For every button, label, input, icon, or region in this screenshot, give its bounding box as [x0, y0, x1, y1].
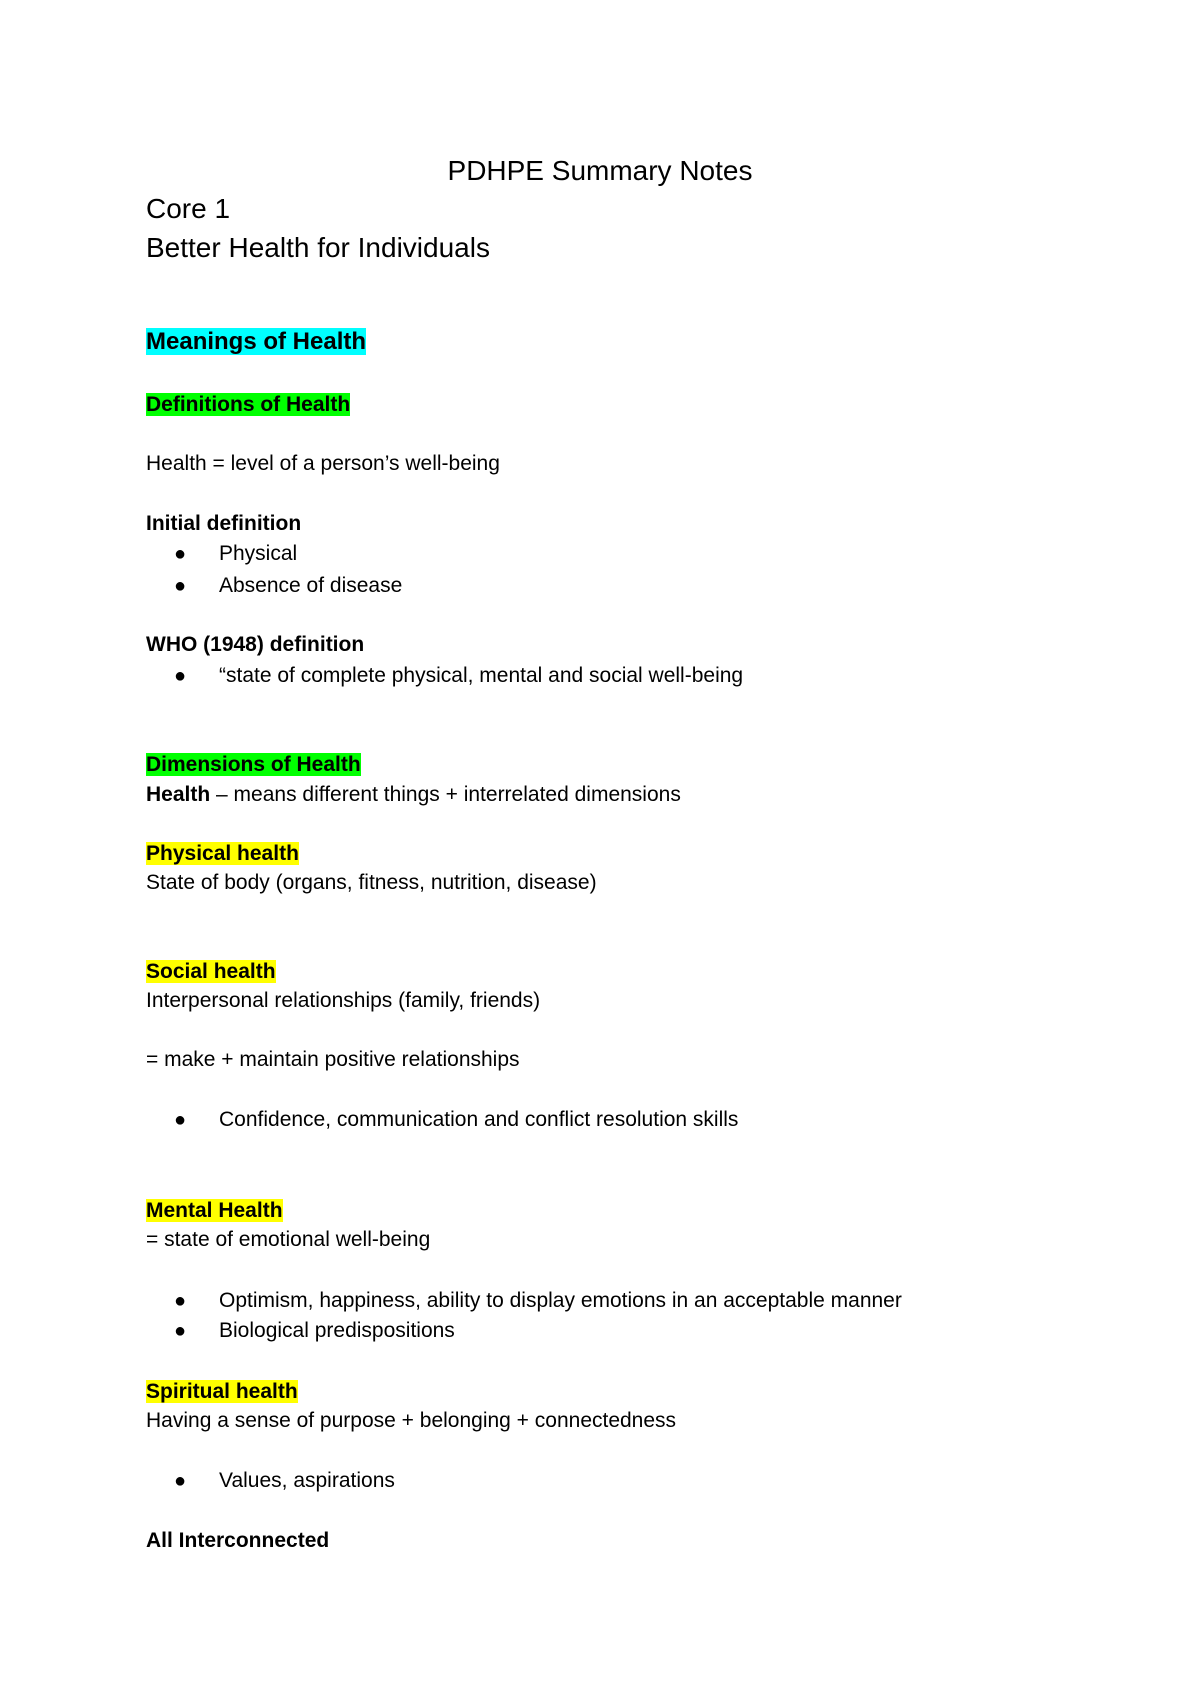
social-health-text-2: = make + maintain positive relationships — [146, 1048, 520, 1071]
bullet-icon: ● — [174, 1320, 187, 1342]
mental-health-text: = state of emotional well-being — [146, 1228, 431, 1251]
bullet-icon: ● — [174, 665, 187, 687]
bullet-icon: ● — [174, 575, 187, 597]
subtitle-heading: Better Health for Individuals — [146, 232, 490, 263]
spiritual-health-heading: Spiritual health — [146, 1380, 298, 1403]
definitions-heading: Definitions of Health — [146, 393, 351, 416]
spiritual-health-text: Having a sense of purpose + belonging + connectedness — [146, 1409, 677, 1432]
core-heading: Core 1 — [146, 193, 231, 224]
bullet-icon: ● — [174, 1109, 187, 1131]
health-definition: Health = level of a person’s well-being — [146, 452, 500, 475]
bullet-icon: ● — [174, 543, 187, 565]
meanings-heading: Meanings of Health — [146, 328, 367, 355]
page-title: PDHPE Summary Notes — [447, 155, 753, 186]
initial-definition-label: Initial definition — [146, 512, 302, 535]
dimensions-heading: Dimensions of Health — [146, 753, 361, 776]
bullet-icon: ● — [174, 1470, 187, 1492]
dimensions-text: Health – means different things + interrelated dimensions — [146, 783, 681, 806]
mental-health-heading: Mental Health — [146, 1199, 283, 1222]
social-health-heading: Social health — [146, 960, 276, 983]
bullet-icon: ● — [174, 1290, 187, 1312]
who-definition-label: WHO (1948) definition — [146, 633, 365, 656]
physical-health-text: State of body (organs, fitness, nutrition, disease) — [146, 871, 597, 894]
document-page: PDHPE Summary Notes Core 1 Better Health for Individuals Meanings of Health Definitions of Health Health = level of a person’s well-being Initial definition ● Physical ● Absence of disease WHO (1948) definition ● “state of complete physical, mental and social well-being Dimensions of Health Health – means different things + interrelated dimensions Physical health State of body (organs, fitness, nutrition, disease) Social health Interpersonal relationships (family, friends) = make + maintain positive relationships ● Confidence, communication and conflict resolution skills Mental Health = state of emotional well-being ● Optimism, happiness, ability to display emotions in an acceptable manner ● Biological predispositions Spiritual health Having a sense of purpose + belonging + connectedness ● Values, aspirations All Interconnected — [0, 0, 1200, 1698]
social-health-text: Interpersonal relationships (family, friends) — [146, 989, 541, 1012]
physical-health-heading: Physical health — [146, 842, 299, 865]
all-interconnected: All Interconnected — [146, 1529, 330, 1552]
